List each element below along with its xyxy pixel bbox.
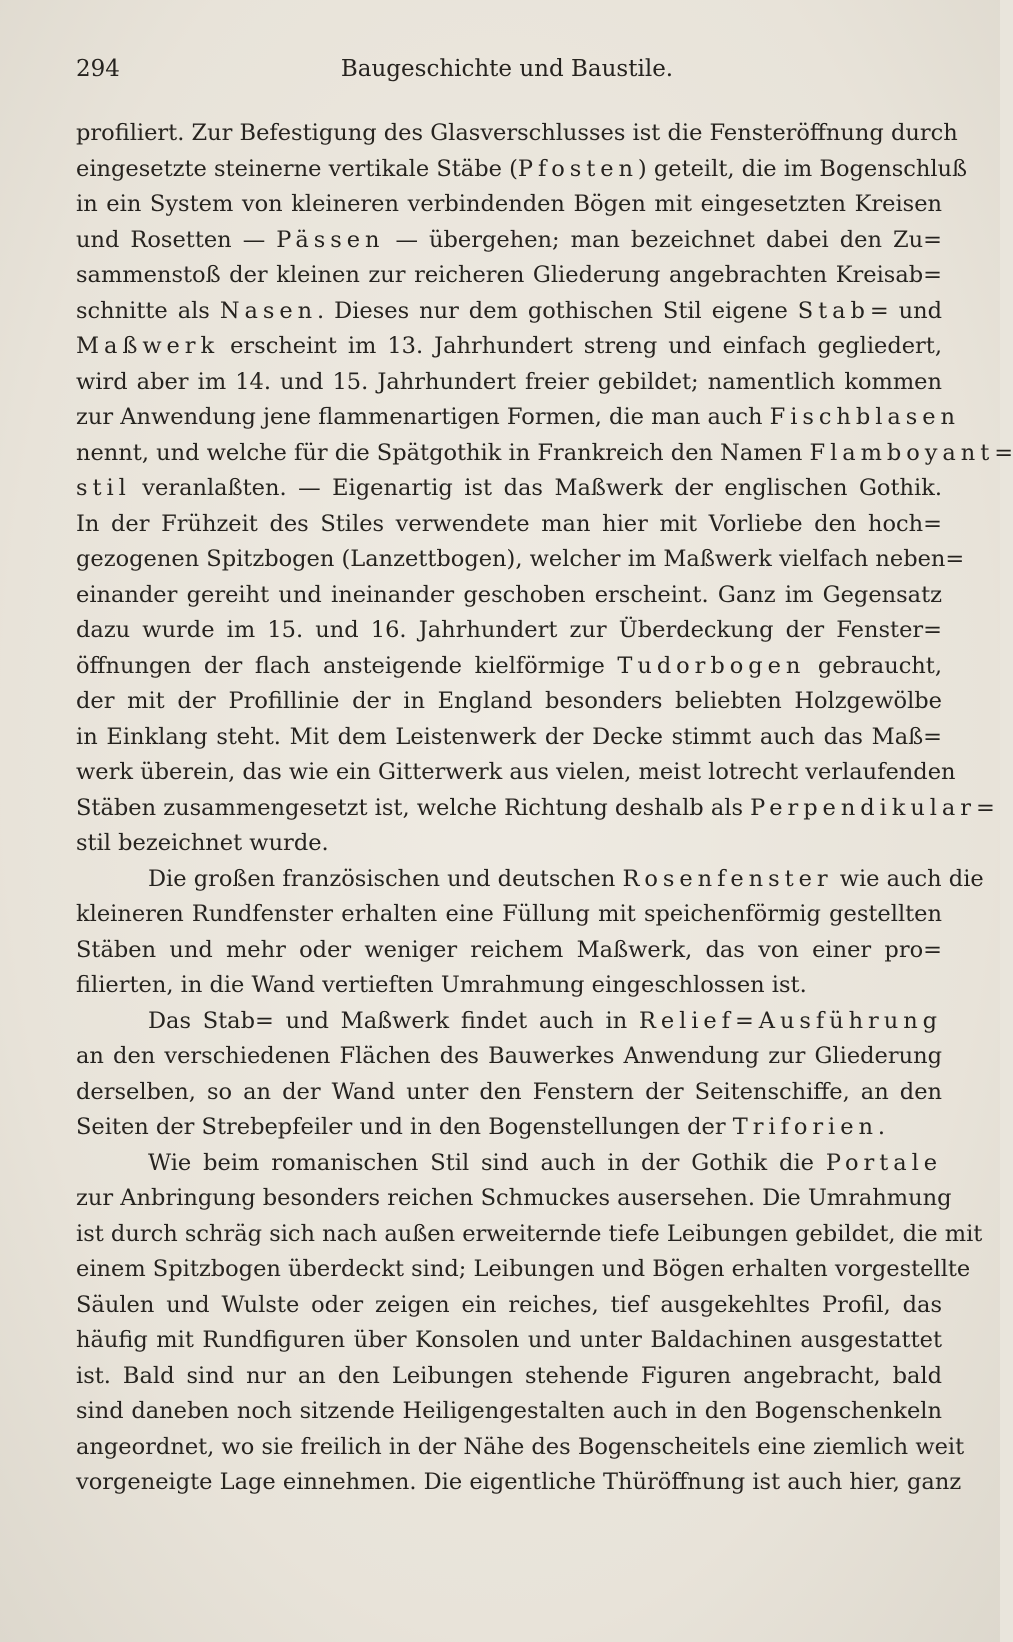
- spaced-term: Perpendikular: [750, 794, 977, 821]
- text-segment: Stäben zusammengesetzt ist, welche Richtung deshalb als: [76, 794, 751, 821]
- spaced-term: Maßwerk: [76, 333, 220, 359]
- text-segment: einem Spitzbogen überdeckt sind; Leibungen und Bögen erhalten vorgestellte: [76, 1256, 971, 1282]
- text-line: [76, 613, 942, 649]
- text-line: [76, 968, 942, 1004]
- paragraph: [76, 1004, 942, 1146]
- text-segment: in ein System von kleineren verbindenden Bögen mit eingesetzten Kreisen: [76, 191, 942, 217]
- text-segment: werk überein, das wie ein Gitterwerk aus vielen, meist lotrecht verlaufenden: [76, 759, 956, 785]
- text-line: [76, 1110, 942, 1146]
- text-line: [76, 897, 942, 933]
- text-line: [76, 400, 960, 436]
- spaced-term: Relief=Ausführung: [638, 1007, 942, 1034]
- text-segment: in Einklang steht. Mit dem Leistenwerk der Decke stimmt auch das Maß=: [76, 723, 942, 750]
- text-segment: . Dieses nur dem gothischen Stil eigene: [317, 297, 798, 324]
- spaced-term: Tudorbogen: [617, 652, 806, 679]
- text-line: [76, 507, 942, 543]
- text-segment: zur Anwendung jene flammenartigen Formen, die man auch: [76, 404, 770, 430]
- text-line: [76, 791, 995, 827]
- text-segment: angeordnet, wo sie freilich in der Nähe des Bogenscheitels eine ziemlich weit: [76, 1433, 965, 1460]
- text-segment: schnitte als: [76, 297, 220, 324]
- text-segment: nennt, und welche für die Spätgothik in Frankreich den Namen: [76, 439, 810, 466]
- text-line: [76, 1465, 962, 1501]
- text-line: [76, 933, 942, 969]
- text-segment: an den verschiedenen Flächen des Bauwerkes Anwendung zur Gliederung: [76, 1043, 942, 1069]
- text-segment: ) geteilt, die im Bogenschluß: [637, 155, 968, 182]
- text-line: [76, 1004, 942, 1040]
- text-segment: und Rosetten —: [76, 226, 277, 253]
- spaced-term: Portale: [825, 1149, 942, 1176]
- text-segment: In der Frühzeit des Stiles verwendete man hier mit Vorliebe den hoch=: [76, 510, 942, 537]
- text-line: [76, 826, 942, 862]
- text-segment: der mit der Profillinie der in England besonders beliebten Holzgewölbe: [76, 688, 942, 714]
- text-segment: kleineren Rundfenster erhalten eine Füllung mit speichenförmig gestellten: [76, 901, 942, 927]
- spaced-term: Flamboyant: [809, 439, 995, 466]
- text-segment: öffnungen der flach ansteigende kielförmige: [76, 652, 618, 679]
- paragraph: [76, 116, 1013, 862]
- text-segment: Säulen und Wulste oder zeigen ein reiches, tief ausgekehltes Profil, das: [76, 1291, 942, 1318]
- text-line: [76, 755, 956, 791]
- body-text: [76, 116, 1013, 1501]
- text-segment: =: [994, 439, 1013, 466]
- text-segment: häufig mit Rundfiguren über Konsolen und unter Baldachinen ausgestattet: [76, 1327, 942, 1353]
- text-segment: sammenstoß der kleinen zur reicheren Gliederung angebrachten Kreisab=: [76, 262, 942, 288]
- text-segment: Das Stab= und Maßwerk findet auch in: [148, 1007, 639, 1034]
- text-segment: vorgeneigte Lage einnehmen. Die eigentliche Thüröffnung ist auch hier, ganz: [76, 1469, 962, 1495]
- text-line: [76, 187, 942, 223]
- text-line: [76, 1252, 971, 1288]
- text-segment: wie auch die: [832, 865, 984, 892]
- text-segment: ist. Bald sind nur an den Leibungen stehende Figuren angebracht, bald: [76, 1362, 942, 1389]
- text-line: [76, 365, 942, 401]
- text-line: [76, 1394, 942, 1430]
- text-segment: erscheint im 13. Jahrhundert streng und einfach gegliedert,: [219, 333, 942, 359]
- text-segment: =: [976, 794, 995, 821]
- text-line: [76, 116, 958, 152]
- text-line: [76, 862, 984, 898]
- text-line: [76, 1075, 942, 1111]
- text-segment: derselben, so an der Wand unter den Fenstern der Seitenschiffe, an den: [76, 1078, 942, 1105]
- spaced-term: Triforien: [732, 1114, 878, 1140]
- text-segment: ist durch schräg sich nach außen erweiternde tiefe Leibungen gebildet, die mit: [76, 1220, 983, 1247]
- spaced-term: Rosenfenster: [622, 865, 833, 892]
- spaced-term: Pässen: [276, 226, 385, 253]
- text-segment: = und: [869, 297, 943, 324]
- text-segment: dazu wurde im 15. und 16. Jahrhundert zur Überdeckung der Fenster=: [76, 617, 942, 643]
- text-line: [76, 578, 942, 614]
- text-segment: wird aber im 14. und 15. Jahrhundert freier gebildet; namentlich kommen: [76, 368, 942, 395]
- text-line: [76, 1181, 952, 1217]
- text-line: [76, 1217, 983, 1253]
- text-line: [76, 294, 942, 330]
- text-line: [76, 1146, 942, 1182]
- spaced-term: Pfosten: [517, 155, 638, 182]
- text-segment: Wie beim romanischen Stil sind auch in der Gothik die: [148, 1149, 826, 1176]
- text-segment: .: [877, 1114, 886, 1140]
- text-segment: Seiten der Strebepfeiler und in den Bogenstellungen der: [76, 1114, 733, 1140]
- text-segment: gezogenen Spitzbogen (Lanzettbogen), welcher im Maßwerk vielfach neben=: [76, 546, 965, 572]
- spaced-term: Fischblasen: [769, 404, 960, 430]
- text-line: [76, 1039, 942, 1075]
- text-line: [76, 152, 968, 188]
- spaced-term: Stab: [797, 297, 870, 324]
- text-line: [76, 223, 942, 259]
- text-segment: eingesetzte steinerne vertikale Stäbe (: [76, 155, 518, 182]
- text-line: [76, 436, 1013, 472]
- text-line: [76, 329, 942, 365]
- text-line: [76, 1323, 942, 1359]
- text-line: [76, 471, 942, 507]
- text-segment: Die großen französischen und deutschen: [148, 865, 623, 892]
- text-segment: gebraucht,: [805, 652, 942, 679]
- text-line: [76, 649, 942, 685]
- spaced-term: stil: [76, 475, 131, 501]
- paragraph: [76, 862, 984, 1004]
- text-segment: — übergehen; man bezeichnet dabei den Zu=: [384, 226, 942, 253]
- paragraph: [76, 1146, 983, 1501]
- text-segment: filierten, in die Wand vertieften Umrahmung eingeschlossen ist.: [76, 972, 807, 998]
- text-segment: sind daneben noch sitzende Heiligengestalten auch in den Bogenschenkeln: [76, 1398, 942, 1424]
- text-line: [76, 1288, 942, 1324]
- text-line: [76, 684, 942, 720]
- text-segment: einander gereiht und ineinander geschoben erscheint. Ganz im Gegensatz: [76, 581, 942, 608]
- text-segment: profiliert. Zur Befestigung des Glasverschlusses ist die Fensteröffnung durch: [76, 120, 958, 146]
- page-header: [76, 56, 938, 90]
- text-line: [76, 1359, 942, 1395]
- text-segment: veranlaßten. — Eigenartig ist das Maßwerk der englischen Gothik.: [130, 475, 942, 501]
- text-line: [76, 720, 942, 756]
- spaced-term: Nasen: [219, 297, 318, 324]
- text-line: [76, 542, 965, 578]
- text-segment: stil bezeichnet wurde.: [76, 830, 329, 856]
- text-line: [76, 258, 942, 294]
- text-segment: Stäben und mehr oder weniger reichem Maßwerk, das von einer pro=: [76, 936, 942, 963]
- text-segment: zur Anbringung besonders reichen Schmuckes ausersehen. Die Umrahmung: [76, 1185, 952, 1211]
- page-number: 294: [76, 56, 120, 82]
- text-line: [76, 1430, 965, 1466]
- running-title: Baugeschichte und Baustile.: [340, 56, 674, 82]
